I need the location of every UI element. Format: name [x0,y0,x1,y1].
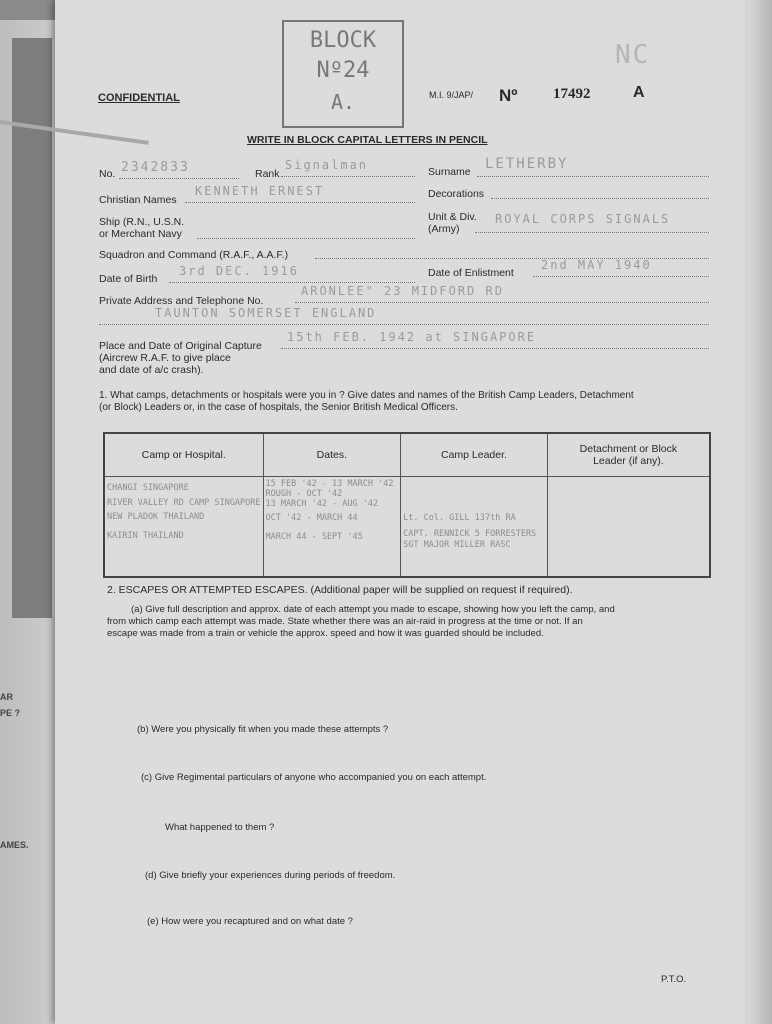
dob-value: 3rd DEC. 1916 [179,264,299,278]
address-value-2: TAUNTON SOMERSET ENGLAND [155,306,377,320]
no-value: 2342833 [121,160,190,175]
table-cell: CHANGI SINGAPORE [107,483,189,493]
table-cell: Lt. Col. GILL 137th RA [403,513,516,523]
ref-label: M.I. 9/JAP/ [429,90,474,100]
table-cell: NEW PLADOK THAILAND [107,512,205,522]
no-label: No. [99,168,116,180]
address-value-1: ARONLEE" 23 MIDFORD RD [301,284,504,298]
q2-b: (b) Were you physically fit when you made these attempts ? [137,724,389,735]
unit-label-1: Unit & Div. [428,211,477,223]
q2-a-line-3: escape was made from a train or vehicle the approx. speed and how it was guarded should be included. [107,628,544,639]
address-label: Private Address and Telephone No. [99,295,264,307]
table-cell: 15 FEB '42 - 13 MARCH '42 [265,479,394,489]
camps-header-detachment: Detachment or Block Leader (if any). [547,433,710,477]
capture-label-1: Place and Date of Original Capture [99,340,262,352]
q2-title: 2. ESCAPES OR ATTEMPTED ESCAPES. (Additional paper will be supplied on request if required). [107,584,573,596]
capture-value: 15th FEB. 1942 at SINGAPORE [287,330,537,344]
q1-line-1: 1. What camps, detachments or hospitals were you in ? Give dates and names of the British Camp Leaders, Detachment [99,390,634,401]
camps-col-camp [104,477,263,578]
enlistment-value: 2nd MAY 1940 [541,258,652,272]
confidential-label: CONFIDENTIAL [98,92,180,104]
corner-note: NC [615,40,651,70]
table-cell: MARCH 44 - SEPT '45 [265,532,363,542]
enlistment-label: Date of Enlistment [428,267,514,279]
ship-label-2: or Merchant Navy [99,228,182,240]
table-cell: RIVER VALLEY RD CAMP SINGAPORE [107,498,261,508]
camps-table [103,432,711,578]
q2-a-line-1: (a) Give full description and approx. date of each attempt you made to escape, showing how you left the camp, and [131,604,615,615]
q2-c-followup: What happened to them ? [165,822,275,833]
table-cell: ROUGH - OCT '42 [265,489,343,499]
q2-a-line-2: from which camp each attempt was made. State whether there was an air-raid in progress at the time or not. If an [107,616,583,627]
ship-label-1: Ship (R.N., U.S.N. [99,216,185,228]
camps-header-camp: Camp or Hospital. [104,433,263,477]
q2-c: (c) Give Regimental particulars of anyone who accompanied you on each attempt. [141,772,487,783]
pto-label: P.T.O. [661,974,687,985]
surname-label: Surname [428,166,471,178]
squadron-label: Squadron and Command (R.A.F., A.A.F.) [99,249,289,261]
table-cell: KAIRIN THAILAND [107,531,184,541]
unit-label-2: (Army) [428,223,460,235]
block-capitals-instruction: WRITE IN BLOCK CAPITAL LETTERS IN PENCIL [247,134,488,146]
stamp-line-1: BLOCK [309,28,377,53]
christian-names-value: KENNETH ERNEST [195,184,325,198]
ref-suffix: A [633,84,645,101]
stamp-line-2: Nº24 [316,58,370,83]
camps-header-dates: Dates. [263,433,401,477]
christian-names-label: Christian Names [99,194,177,206]
table-cell: 13 MARCH '42 - AUG '42 [265,499,379,509]
block-stamp [282,20,404,128]
dob-label: Date of Birth [99,273,158,285]
capture-label-2: (Aircrew R.A.F. to give place [99,352,231,364]
rank-label: Rank [255,168,280,180]
q1-line-2: (or Block) Leaders or, in the case of hospitals, the Senior British Medical Officers. [99,402,458,413]
form-page [55,0,745,1024]
left-edge-text-1: AR [0,692,13,702]
surname-value: LETHERBY [485,156,569,172]
decorations-label: Decorations [428,188,485,200]
table-cell: SGT MAJOR MILLER RASC [403,540,511,550]
table-cell: CAPT. RENNICK 5 FORRESTERS [403,529,537,539]
capture-label-3: and date of a/c crash). [99,364,204,376]
q2-d: (d) Give briefly your experiences during periods of freedom. [145,870,396,881]
rank-value: Signalman [285,158,369,172]
left-edge-text-2: PE ? [0,708,21,718]
left-edge-text-3: AMES. [0,840,29,850]
table-cell: OCT '42 - MARCH 44 [265,513,358,523]
camps-col-leader [401,477,548,578]
camps-table-body [104,477,710,578]
camps-col-dates [263,477,401,578]
unit-value: ROYAL CORPS SIGNALS [495,212,671,226]
ref-number: 17492 [553,86,591,102]
ref-no-symbol: Nº [499,86,518,105]
camps-col-detachment [547,477,710,578]
stamp-line-3: A. [330,90,356,114]
camps-header-leader: Camp Leader. [401,433,548,477]
q2-e: (e) How were you recaptured and on what date ? [147,916,353,927]
